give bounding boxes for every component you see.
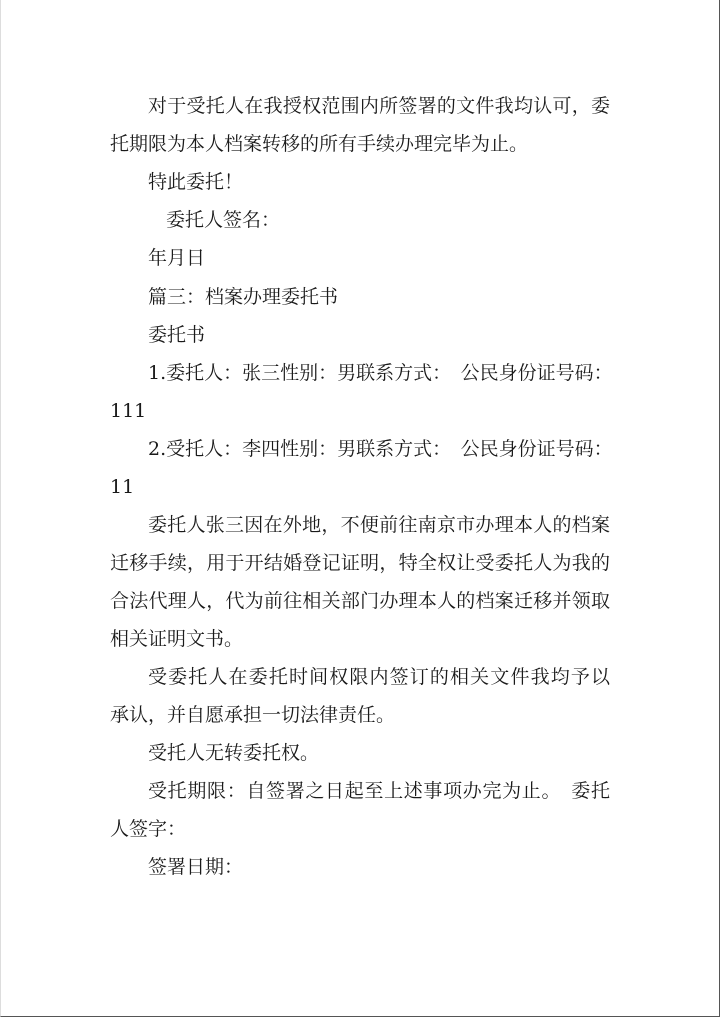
paragraph-line: 受托期限：自签署之日起至上述事项办完为止。 委托 [148,780,610,802]
signature-label: 人签字： [110,818,187,840]
paragraph-line: 合法代理人，代为前往相关部门办理本人的档案迁移并领取 [110,590,610,612]
principal-info-line: 1.委托人：张三性别：男联系方式： 公民身份证号码： [148,362,613,384]
paragraph-line: 对于受托人在我授权范围内所签署的文件我均认可，委 [148,95,610,117]
paragraph-line: 托期限为本人档案转移的所有手续办理完毕为止。 [110,133,529,155]
paragraph-line: 受委托人在委托时间权限内签订的相关文件我均予以 [148,666,610,688]
paragraph-line: 相关证明文书。 [110,628,244,650]
paragraph-line: 受托人无转委托权。 [148,742,320,764]
agent-info-line: 2.受托人：李四性别：男联系方式： 公民身份证号码： [148,438,613,460]
paragraph-line: 迁移手续，用于开结婚登记证明，特全权让受委托人为我的 [110,552,610,574]
section-heading: 篇三：档案办理委托书 [148,286,339,308]
agent-id-number: 11 [110,476,135,498]
principal-id-number: 111 [110,400,147,422]
paragraph-line: 委托人张三因在外地，不便前往南京市办理本人的档案 [148,514,610,536]
signing-date-label: 签署日期： [148,856,244,878]
document-title: 委托书 [148,324,206,346]
paragraph-line: 承认，并自愿承担一切法律责任。 [110,704,396,726]
date-label: 年月日 [148,247,206,269]
signature-label: 委托人签名： [166,209,281,231]
paragraph-line: 特此委托！ [148,171,244,193]
